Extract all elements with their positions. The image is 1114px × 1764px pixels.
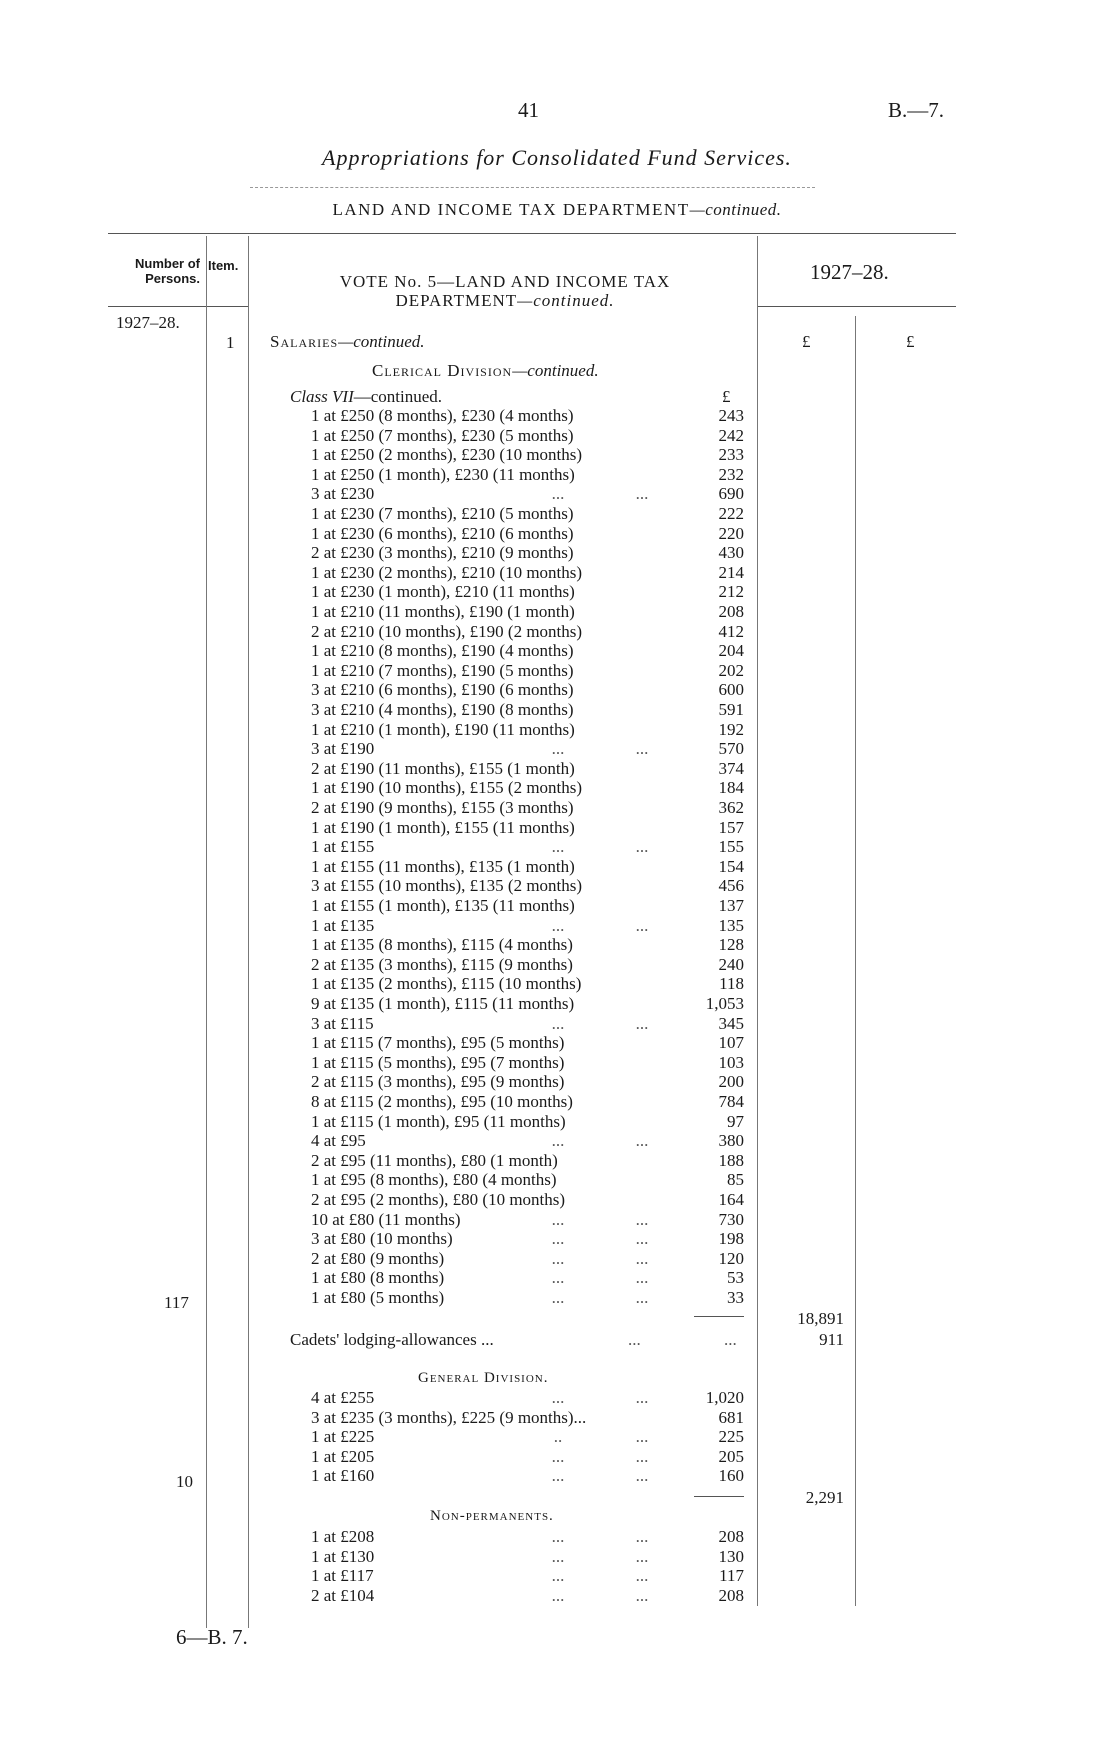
clerical-row-amount: 233 bbox=[718, 445, 744, 465]
clerical-row bbox=[0, 1131, 760, 1151]
clerical-row bbox=[0, 1092, 760, 1112]
clerical-row-amount: 242 bbox=[718, 425, 744, 445]
clerical-row bbox=[0, 1112, 760, 1132]
clerical-division-label: Clerical Division bbox=[372, 361, 513, 380]
general-row-amount: 225 bbox=[718, 1427, 744, 1447]
clerical-row-label: 1 at £80 (8 months) bbox=[311, 1268, 445, 1288]
general-row-label: 3 at £235 (3 months), £225 (9 months)... bbox=[311, 1407, 587, 1427]
clerical-row-label: 2 at £95 (11 months), £80 (1 month) bbox=[311, 1150, 558, 1170]
clerical-row-label: 1 at £230 (2 months), £210 (10 months) bbox=[311, 562, 583, 582]
leader-dots: ... bbox=[635, 1131, 649, 1151]
clerical-row bbox=[0, 896, 760, 916]
clerical-row bbox=[0, 680, 760, 700]
clerical-row bbox=[0, 1190, 760, 1210]
clerical-row-amount: 192 bbox=[718, 719, 744, 739]
leader-dots: ... bbox=[551, 1585, 565, 1605]
year-column-header: 1927–28. bbox=[810, 260, 889, 284]
clerical-row bbox=[0, 935, 760, 955]
clerical-row bbox=[0, 484, 760, 504]
salaries-label: Salaries bbox=[270, 332, 339, 351]
clerical-row bbox=[0, 426, 760, 446]
leader-dots: ... bbox=[635, 1466, 649, 1486]
clerical-row-label: 2 at £230 (3 months), £210 (9 months) bbox=[311, 543, 574, 563]
leader-dots: ... bbox=[551, 1388, 565, 1407]
clerical-row-label: 2 at £80 (9 months) bbox=[311, 1248, 445, 1268]
clerical-row bbox=[0, 1151, 760, 1171]
clerical-row bbox=[0, 994, 760, 1014]
clerical-row-amount: 120 bbox=[718, 1248, 744, 1268]
clerical-row-amount: 107 bbox=[718, 1033, 744, 1053]
item-number: 1 bbox=[226, 333, 235, 352]
leader-dots: ... bbox=[635, 1209, 649, 1229]
clerical-row-amount: 184 bbox=[718, 778, 744, 798]
leader-dots: ... bbox=[635, 1446, 649, 1466]
leader-dots: ... bbox=[635, 915, 649, 935]
vote-heading bbox=[256, 272, 754, 310]
page-number: 41 bbox=[518, 98, 539, 122]
clerical-row bbox=[0, 602, 760, 622]
clerical-row-amount: 97 bbox=[727, 1111, 744, 1131]
clerical-row-label: 9 at £135 (1 month), £115 (11 months) bbox=[311, 994, 575, 1013]
clerical-row bbox=[0, 700, 760, 720]
clerical-row bbox=[0, 465, 760, 485]
leader-dots: ... bbox=[635, 1013, 649, 1033]
clerical-row-amount: 362 bbox=[718, 798, 744, 817]
clerical-row-amount: 53 bbox=[727, 1268, 744, 1288]
clerical-row bbox=[0, 876, 760, 896]
non-permanent-row bbox=[0, 1566, 760, 1586]
leader-dots: ... bbox=[551, 1268, 565, 1288]
rule-table-top bbox=[108, 233, 956, 234]
general-row-label: 1 at £225 bbox=[311, 1427, 375, 1447]
clerical-row-label: 1 at £250 (1 month), £230 (11 months) bbox=[311, 464, 575, 484]
clerical-row-amount: 188 bbox=[718, 1150, 744, 1170]
clerical-row-amount: 103 bbox=[718, 1052, 744, 1072]
vote-heading-line1: VOTE No. 5—LAND AND INCOME TAX bbox=[339, 272, 671, 291]
general-row bbox=[0, 1408, 760, 1428]
clerical-row-amount: 570 bbox=[718, 739, 744, 759]
leader-dots: ... bbox=[635, 484, 649, 504]
clerical-row-label: 1 at £250 (7 months), £230 (5 months) bbox=[311, 425, 574, 445]
non-permanent-row-amount: 130 bbox=[718, 1546, 744, 1566]
general-row-amount: 681 bbox=[718, 1407, 744, 1427]
leader-dots: ... bbox=[635, 1585, 649, 1605]
clerical-row-label: 3 at £80 (10 months) bbox=[311, 1229, 453, 1249]
leader-dots: ... bbox=[551, 1013, 565, 1033]
rule-head-bottom-left bbox=[108, 306, 248, 307]
vote-heading-line2-main: DEPARTMENT bbox=[395, 291, 518, 310]
clerical-row-amount: 137 bbox=[718, 896, 744, 915]
general-total: 2,291 bbox=[805, 1488, 844, 1507]
clerical-row-amount: 135 bbox=[718, 915, 744, 935]
leader-dots: ... bbox=[635, 837, 649, 857]
clerical-row-amount: 155 bbox=[718, 837, 744, 857]
cadets-amount: 911 bbox=[819, 1330, 844, 1349]
general-row-label: 1 at £205 bbox=[311, 1446, 375, 1466]
clerical-row bbox=[0, 720, 760, 740]
clerical-row-amount: 118 bbox=[719, 974, 744, 994]
clerical-row-label: 1 at £115 (5 months), £95 (7 months) bbox=[311, 1052, 565, 1072]
clerical-row-amount: 198 bbox=[718, 1229, 744, 1249]
header-number-of-persons: Number of Persons. bbox=[135, 256, 200, 286]
general-row-amount: 160 bbox=[718, 1466, 744, 1486]
general-sum-rule bbox=[694, 1496, 744, 1497]
leader-dots: ... bbox=[551, 1209, 565, 1229]
clerical-row-label: 1 at £155 bbox=[311, 837, 375, 857]
leader-dots: ... bbox=[551, 1566, 565, 1586]
clerical-row-amount: 730 bbox=[718, 1209, 744, 1229]
clerical-row-amount: 208 bbox=[718, 602, 744, 621]
clerical-row bbox=[0, 661, 760, 681]
leader-dots: ... bbox=[635, 739, 649, 759]
clerical-row bbox=[0, 1249, 760, 1269]
clerical-row bbox=[0, 582, 760, 602]
clerical-row bbox=[0, 739, 760, 759]
leader-dots: ... bbox=[551, 1229, 565, 1249]
clerical-row-label: 1 at £230 (1 month), £210 (11 months) bbox=[311, 582, 575, 602]
class-heading bbox=[290, 387, 442, 407]
leader-dots: ... bbox=[551, 1288, 565, 1307]
clerical-row-amount: 202 bbox=[718, 660, 744, 680]
clerical-row-label: 1 at £210 (7 months), £190 (5 months) bbox=[311, 660, 574, 680]
clerical-row-label: 1 at £250 (8 months), £230 (4 months) bbox=[311, 406, 574, 425]
clerical-row-label: 4 at £95 bbox=[311, 1131, 366, 1151]
clerical-row-label: 1 at £210 (8 months), £190 (4 months) bbox=[311, 641, 574, 661]
document-reference: B.—7. bbox=[888, 98, 945, 122]
clerical-row-label: 1 at £230 (7 months), £210 (5 months) bbox=[311, 504, 574, 523]
leader-dots: ... bbox=[635, 1248, 649, 1268]
clerical-row bbox=[0, 1268, 760, 1288]
clerical-row-amount: 204 bbox=[718, 641, 744, 661]
vote-heading-line2 bbox=[256, 291, 754, 310]
leader-dots: ... bbox=[635, 1388, 649, 1407]
clerical-row-amount: 600 bbox=[718, 680, 744, 700]
clerical-row-label: 1 at £135 bbox=[311, 915, 375, 935]
page-subtitle bbox=[0, 200, 1114, 220]
clerical-row bbox=[0, 857, 760, 877]
non-permanent-row-label: 1 at £130 bbox=[311, 1546, 375, 1566]
clerical-row-amount: 222 bbox=[718, 504, 744, 523]
clerical-row bbox=[0, 1053, 760, 1073]
clerical-row-amount: 85 bbox=[727, 1170, 744, 1190]
salaries-heading bbox=[270, 332, 425, 352]
general-persons: 10 bbox=[176, 1472, 193, 1491]
general-row bbox=[0, 1388, 760, 1408]
clerical-row-label: 2 at £210 (10 months), £190 (2 months) bbox=[311, 621, 583, 641]
clerical-row-label: 1 at £190 (10 months), £155 (2 months) bbox=[311, 778, 583, 798]
clerical-row-amount: 412 bbox=[718, 621, 744, 641]
clerical-row-label: 1 at £115 (1 month), £95 (11 months) bbox=[311, 1111, 566, 1131]
cadets-label: Cadets' lodging-allowances ... bbox=[290, 1330, 494, 1349]
clerical-row bbox=[0, 641, 760, 661]
clerical-row-amount: 220 bbox=[718, 523, 744, 543]
clerical-row-label: 1 at £210 (11 months), £190 (1 month) bbox=[311, 602, 575, 621]
leader-dots: ... bbox=[635, 1566, 649, 1586]
clerical-row bbox=[0, 563, 760, 583]
persons-year-label: 1927–28. bbox=[116, 313, 180, 332]
leader-dots: ... bbox=[551, 915, 565, 935]
clerical-row bbox=[0, 837, 760, 857]
clerical-row-amount: 200 bbox=[718, 1072, 744, 1092]
leader-dots: ... bbox=[551, 837, 565, 857]
clerical-row bbox=[0, 1210, 760, 1230]
leader-dots: ... bbox=[635, 1268, 649, 1288]
cadets-dots: ... bbox=[724, 1330, 737, 1349]
clerical-row-amount: 784 bbox=[718, 1092, 744, 1111]
non-permanent-row bbox=[0, 1527, 760, 1547]
non-permanent-row bbox=[0, 1547, 760, 1567]
clerical-row-amount: 128 bbox=[718, 935, 744, 955]
clerical-row-amount: 154 bbox=[718, 856, 744, 876]
non-permanents-heading: Non-permanents. bbox=[430, 1508, 554, 1524]
clerical-row-label: 1 at £210 (1 month), £190 (11 months) bbox=[311, 719, 575, 739]
vote-heading-line2-continued: —continued. bbox=[517, 291, 615, 310]
clerical-row bbox=[0, 622, 760, 642]
leader-dots: ... bbox=[635, 1288, 649, 1307]
leader-dots: ... bbox=[635, 1527, 649, 1546]
clerical-row bbox=[0, 1033, 760, 1053]
subtitle-continued: —continued. bbox=[689, 200, 782, 219]
class-label: Class VII bbox=[290, 387, 354, 406]
clerical-row-label: 1 at £250 (2 months), £230 (10 months) bbox=[311, 445, 583, 465]
page-signature: 6—B. 7. bbox=[176, 1625, 248, 1649]
clerical-row-label: 3 at £115 bbox=[311, 1013, 374, 1033]
clerical-row-label: 1 at £155 (1 month), £135 (11 months) bbox=[311, 896, 575, 915]
leader-dots: ... bbox=[551, 1527, 565, 1546]
clerical-row-label: 2 at £115 (3 months), £95 (9 months) bbox=[311, 1072, 565, 1092]
general-row-amount: 205 bbox=[718, 1446, 744, 1466]
clerical-row bbox=[0, 778, 760, 798]
clerical-row-amount: 240 bbox=[718, 954, 744, 974]
clerical-row-amount: 33 bbox=[727, 1288, 744, 1307]
general-row-label: 4 at £255 bbox=[311, 1388, 375, 1407]
clerical-persons: 117 bbox=[164, 1293, 189, 1312]
clerical-row-amount: 456 bbox=[718, 876, 744, 896]
general-row-amount: 1,020 bbox=[705, 1388, 744, 1407]
leader-dots: ... bbox=[551, 1546, 565, 1566]
clerical-row bbox=[0, 974, 760, 994]
subtitle-main: LAND AND INCOME TAX DEPARTMENT bbox=[332, 200, 690, 219]
clerical-row-label: 1 at £135 (2 months), £115 (10 months) bbox=[311, 974, 582, 994]
class-continued: —continued. bbox=[353, 387, 443, 406]
clerical-row-label: 2 at £190 (11 months), £155 (1 month) bbox=[311, 758, 575, 778]
pound-sign-total: £ bbox=[802, 332, 811, 351]
clerical-row-label: 1 at £135 (8 months), £115 (4 months) bbox=[311, 935, 573, 955]
clerical-row-label: 3 at £190 bbox=[311, 739, 375, 759]
clerical-row bbox=[0, 955, 760, 975]
clerical-row bbox=[0, 818, 760, 838]
clerical-row bbox=[0, 798, 760, 818]
clerical-sum-rule bbox=[694, 1316, 744, 1317]
clerical-row-amount: 430 bbox=[718, 543, 744, 563]
clerical-row bbox=[0, 1229, 760, 1249]
cadets-dots: ... bbox=[628, 1330, 641, 1349]
clerical-row bbox=[0, 504, 760, 524]
leader-dots: ... bbox=[635, 1427, 649, 1447]
pound-sign-grand: £ bbox=[906, 332, 915, 351]
general-row bbox=[0, 1466, 760, 1486]
clerical-row-amount: 1,053 bbox=[705, 994, 744, 1013]
col-divider-pounds bbox=[855, 316, 856, 1606]
clerical-row-amount: 380 bbox=[718, 1131, 744, 1151]
clerical-row-amount: 374 bbox=[718, 758, 744, 778]
non-permanent-row-amount: 208 bbox=[718, 1527, 744, 1546]
non-permanent-row-amount: 208 bbox=[718, 1585, 744, 1605]
clerical-row-label: 1 at £80 (5 months) bbox=[311, 1288, 445, 1307]
leader-dots: ... bbox=[635, 1229, 649, 1249]
rule-top bbox=[250, 187, 815, 188]
clerical-division-heading bbox=[372, 361, 599, 381]
clerical-row bbox=[0, 445, 760, 465]
general-row bbox=[0, 1427, 760, 1447]
clerical-row-label: 2 at £95 (2 months), £80 (10 months) bbox=[311, 1190, 566, 1209]
clerical-row bbox=[0, 406, 760, 426]
general-row bbox=[0, 1447, 760, 1467]
clerical-row-amount: 690 bbox=[718, 484, 744, 504]
leader-dots: ... bbox=[551, 1131, 565, 1151]
clerical-row-amount: 212 bbox=[718, 582, 744, 602]
clerical-row-amount: 164 bbox=[718, 1190, 744, 1209]
clerical-row-label: 1 at £155 (11 months), £135 (1 month) bbox=[311, 856, 575, 876]
non-permanent-row-label: 1 at £117 bbox=[311, 1566, 374, 1586]
clerical-row-label: 2 at £190 (9 months), £155 (3 months) bbox=[311, 798, 574, 817]
non-permanent-row bbox=[0, 1586, 760, 1606]
leader-dots: ... bbox=[551, 1248, 565, 1268]
clerical-row bbox=[0, 759, 760, 779]
clerical-row-label: 3 at £210 (4 months), £190 (8 months) bbox=[311, 700, 574, 719]
clerical-row-label: 1 at £230 (6 months), £210 (6 months) bbox=[311, 523, 574, 543]
clerical-row bbox=[0, 524, 760, 544]
clerical-row-label: 1 at £115 (7 months), £95 (5 months) bbox=[311, 1033, 565, 1053]
clerical-row bbox=[0, 1288, 760, 1308]
clerical-total: 18,891 bbox=[797, 1309, 844, 1328]
leader-dots: ... bbox=[551, 484, 565, 504]
leader-dots: .. bbox=[553, 1427, 563, 1447]
non-permanent-row-amount: 117 bbox=[719, 1566, 744, 1586]
clerical-row bbox=[0, 543, 760, 563]
leader-dots: ... bbox=[551, 1466, 565, 1486]
clerical-row-label: 10 at £80 (11 months) bbox=[311, 1209, 461, 1229]
non-permanent-row-label: 1 at £208 bbox=[311, 1527, 375, 1546]
leader-dots: ... bbox=[551, 1446, 565, 1466]
clerical-row-amount: 232 bbox=[718, 464, 744, 484]
clerical-row-label: 3 at £230 bbox=[311, 484, 375, 504]
salaries-continued: —continued. bbox=[338, 332, 425, 351]
general-division-heading: General Division. bbox=[418, 1370, 549, 1386]
clerical-row-label: 3 at £155 (10 months), £135 (2 months) bbox=[311, 876, 583, 896]
header-item: Item. bbox=[208, 258, 239, 273]
clerical-row-amount: 243 bbox=[718, 406, 744, 425]
clerical-row-amount: 214 bbox=[718, 562, 744, 582]
pound-sign-details: £ bbox=[722, 387, 731, 406]
clerical-row-label: 1 at £95 (8 months), £80 (4 months) bbox=[311, 1170, 557, 1190]
clerical-row bbox=[0, 1170, 760, 1190]
clerical-row-amount: 591 bbox=[718, 700, 744, 719]
clerical-row-label: 8 at £115 (2 months), £95 (10 months) bbox=[311, 1092, 573, 1111]
general-row-label: 1 at £160 bbox=[311, 1466, 375, 1486]
clerical-row bbox=[0, 1072, 760, 1092]
clerical-row-label: 2 at £135 (3 months), £115 (9 months) bbox=[311, 954, 573, 974]
clerical-row bbox=[0, 916, 760, 936]
rule-year-head bbox=[758, 306, 956, 307]
page-title: Appropriations for Consolidated Fund Services. bbox=[322, 145, 792, 170]
clerical-row bbox=[0, 1014, 760, 1034]
clerical-division-continued: —continued. bbox=[512, 361, 599, 380]
clerical-row-amount: 157 bbox=[718, 817, 744, 837]
clerical-row-label: 1 at £190 (1 month), £155 (11 months) bbox=[311, 817, 575, 837]
leader-dots: ... bbox=[551, 739, 565, 759]
non-permanent-row-label: 2 at £104 bbox=[311, 1585, 375, 1605]
leader-dots: ... bbox=[635, 1546, 649, 1566]
clerical-row-label: 3 at £210 (6 months), £190 (6 months) bbox=[311, 680, 574, 700]
clerical-row-amount: 345 bbox=[718, 1013, 744, 1033]
